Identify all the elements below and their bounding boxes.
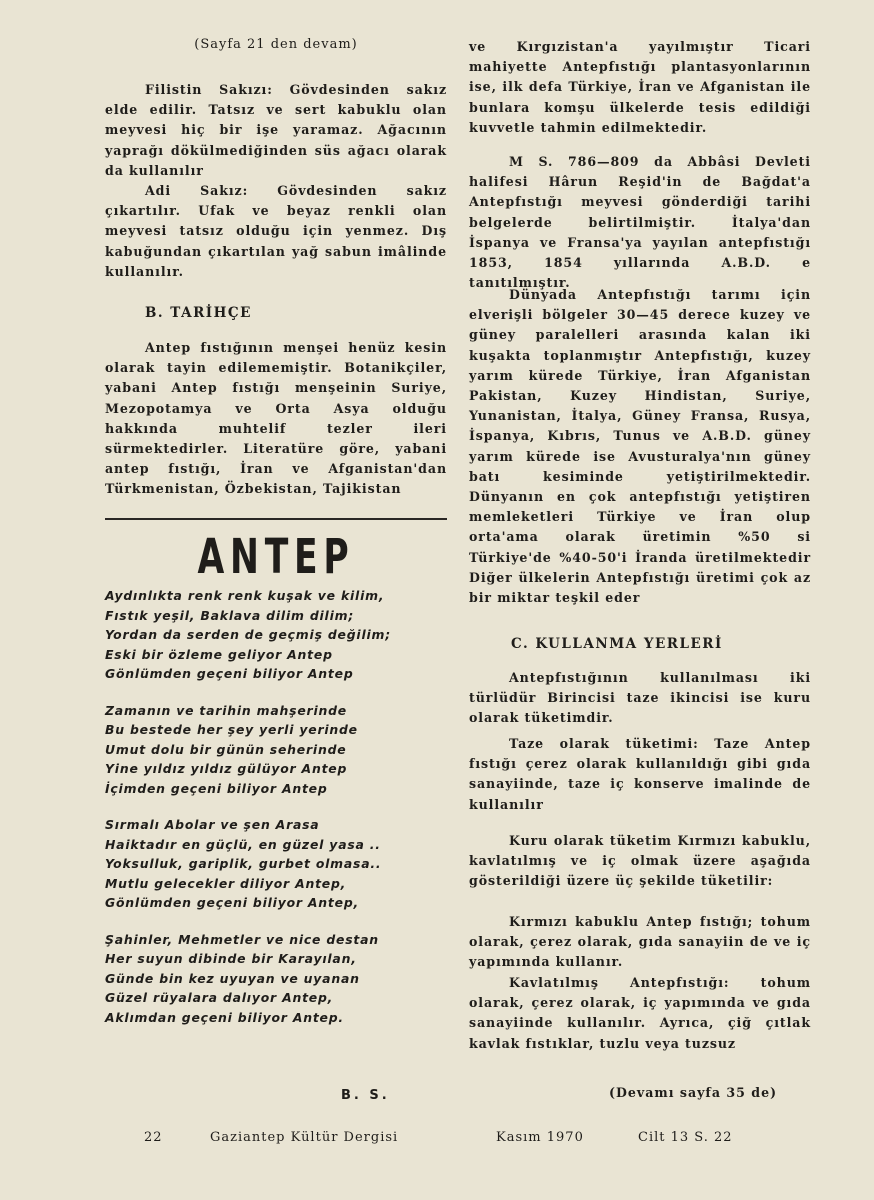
poem-line: Yoksulluk, gariplik, gurbet olmasa..	[105, 856, 382, 871]
poem-stanza-3	[105, 815, 447, 913]
paragraph-fresh-text: Taze olarak tüketimi: Taze Antep fıstığı çerez olarak kullanıldığı gibi gıda sanayiinde, taze iç konserve imalinde de kullanılır	[469, 736, 811, 812]
paragraph-red-shell	[469, 912, 811, 973]
paragraph-usage-intro	[469, 668, 811, 729]
poem-line: Gönlümden geçeni biliyor Antep,	[105, 895, 360, 910]
paragraph-usage-intro-text: Antepfıstığının kullanılması iki türlüdür Birincisi taze ikincisi ise kuru olarak tüketimdir.	[469, 670, 811, 726]
paragraph-hulled	[469, 973, 811, 1054]
paragraph-world-regions	[469, 285, 811, 608]
continued-from-note: (Sayfa 21 den devam)	[194, 37, 358, 52]
page-number: 22	[144, 1130, 163, 1145]
poem-title: ANTEP	[197, 529, 355, 585]
divider-rule	[105, 518, 447, 520]
paragraph-abbasi-text: M S. 786—809 da Abbâsi Devleti halifesi Hârun Reşid'in de Bağdat'a Antepfıstığı meyvesi gönderdiği tarihi belgelerde belirtilmiştir. İtalya'dan İspanya ve Fransa'ya yayılan antepfıstığı 1853, 1854 yıllarında A.B.D. e tanıtılmıştır.	[469, 154, 811, 291]
section-heading-usage: C. KULLANMA YERLERİ	[511, 636, 723, 652]
poem-signature: B. S.	[341, 1088, 390, 1103]
poem	[105, 586, 447, 1044]
poem-line: Sırmalı Abolar ve şen Arasa	[105, 817, 320, 832]
paragraph-history: Antep fıstığının menşei henüz kesin olarak tayin edilememiştir. Botanikçiler, yabani Antep fıstığı menşeinin Suriye, Mezopotamya ve Orta Asya olduğu hakkında muhtelif tezler ileri sürmektedirler. Literatüre göre, yabani antep fıstığı, İran ve Afganistan'dan Türkmenistan, Özbekistan, Tajikistan	[105, 340, 447, 497]
journal-name: Gaziantep Kültür Dergisi	[210, 1130, 399, 1145]
issue-date: Kasım 1970	[496, 1130, 584, 1145]
paragraph-red-shell-text: Kırmızı kabuklu Antep fıstığı; tohum olarak, çerez olarak, gıda sanayiin de ve iç yapımında kullanır.	[469, 914, 811, 970]
poem-line: Fıstık yeşil, Baklava dilim dilim;	[105, 607, 355, 623]
paragraph-plantations: ve Kırgızistan'a yayılmıştır Ticari mahiyette Antepfıstığı plantasyonlarının ise, ilk defa Türkiye, İran ve Afganistan ile bunlara komşu ülkelerde tesis edildiği kuvvetle tahmin edilmektedir.	[469, 39, 811, 135]
paragraph-abbasi	[469, 152, 811, 293]
paragraph-world-regions-text: Dünyada Antepfıstığı tarımı için elverişli bölgeler 30—45 derece kuzey ve güney paralelleri arasında kalan iki kuşakta toplanmıştır Antepfıstığı, kuzey yarım kürede Türkiye, İran Afganistan Pakistan, Kuzey Hindistan, Suriye, Yunanistan, İtalya, Güney Fransa, Rusya, İspanya, Kıbrıs, Tunus ve A.B.D. güney yarım kürede ise Avusturalya'nın güney batı kesiminde yetiştirilmektedir. Dünyanın en çok antepfıstığı yetiştiren memleketleri Türkiye ve İran olup orta'ama olarak üretimin %50 si Türkiye'de %40-50'i İranda üretilmektedir Diğer ülkelerin Antepfıstığı üretimi çok az bir miktar teşkil eder	[469, 287, 811, 606]
page-footer	[0, 1130, 874, 1150]
paragraph-dry	[469, 831, 811, 892]
poem-line: Eski bir özleme geliyor Antep	[105, 646, 333, 662]
poem-stanza-2	[105, 701, 447, 799]
poem-line: Mutlu gelecekler diliyor Antep,	[105, 875, 347, 891]
section-heading-history: B. TARİHÇE	[145, 305, 252, 321]
paragraph-fresh	[469, 734, 811, 815]
poem-line: Güzel rüyalara dalıyor Antep,	[105, 990, 334, 1005]
poem-line: İçimden geçeni biliyor Antep	[105, 780, 328, 796]
poem-stanza-1	[105, 586, 447, 684]
poem-line: Aydınlıkta renk renk kuşak ve kilim,	[105, 588, 385, 603]
poem-line: Haiktadır en güçlü, en güzel yasa ..	[105, 836, 381, 852]
poem-line: Bu bestede her şey yerli yerinde	[105, 722, 358, 737]
paragraph-hulled-text: Kavlatılmış Antepfıstığı: tohum olarak, çerez olarak, iç yapımında ve gıda sanayiinde kullanılır. Ayrıca, çiğ çıtlak kavlak fıstıklar, tuzlu veya tuzsuz	[469, 975, 811, 1051]
poem-line: Umut dolu bir günün seherinde	[105, 741, 347, 757]
poem-line: Zamanın ve tarihin mahşerinde	[105, 702, 347, 718]
issue-volume: Cilt 13 S. 22	[638, 1130, 733, 1145]
poem-line: Şahinler, Mehmetler ve nice destan	[105, 931, 379, 947]
paragraph-dry-text: Kuru olarak tüketim Kırmızı kabuklu, kavlatılmış ve iç olmak üzere aşağıda gösterildiği üzere üç şekilde tüketilir:	[469, 833, 811, 889]
left-intro-text	[105, 80, 447, 282]
paragraph-adi-sakiz: Adi Sakız: Gövdesinden sakız çıkartılır. Ufak ve beyaz renkli olan meyvesi tatsız olduğu için yenmez. Dış kabuğundan çıkartılan yağ sabun imâlinde kullanılır.	[105, 183, 447, 279]
poem-stanza-4	[105, 930, 447, 1028]
poem-line: Yordan da serden de geçmiş değilim;	[105, 627, 392, 642]
poem-line: Her suyun dibinde bir Karayılan,	[105, 951, 357, 966]
poem-line: Yine yıldız yıldız gülüyor Antep	[105, 761, 348, 776]
poem-line: Günde bin kez uyuyan ve uyanan	[105, 970, 360, 986]
poem-line: Aklımdan geçeni biliyor Antep.	[105, 1009, 344, 1025]
history-section	[105, 338, 447, 500]
poem-line: Gönlümden geçeni biliyor Antep	[105, 666, 354, 681]
paragraph-filistin-sakizi: Filistin Sakızı: Gövdesinden sakız elde edilir. Tatsız ve sert kabuklu olan meyvesi hiç bir işe yaramaz. Ağacının yaprağı dökülmediğinden süs ağacı olarak da kullanılır	[105, 82, 447, 178]
continued-to-note: (Devamı sayfa 35 de)	[609, 1085, 778, 1100]
right-continuation	[469, 37, 811, 138]
